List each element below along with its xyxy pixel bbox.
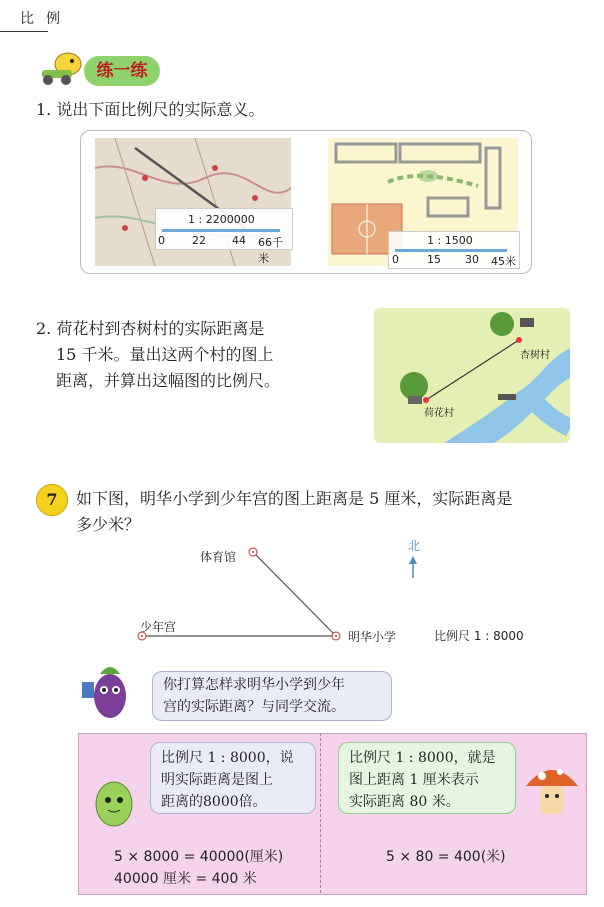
solutions-divider (320, 733, 322, 893)
prompt-bubble (152, 671, 392, 721)
right-bubble-line-2: 图上距离 1 厘米表示 (349, 772, 479, 788)
campus-plan-tick: 45米 (491, 255, 516, 268)
prompt-bubble-line-1: 你打算怎样求明华小学到少年 (163, 677, 345, 693)
village-label-hehua: 荷花村 (424, 408, 454, 419)
region-map-tick: 22 (192, 234, 206, 247)
question-2-line-3: 距离，并算出这幅图的比例尺。 (56, 371, 281, 390)
example-7-line-1: 如下图，明华小学到少年宫的图上距离是 5 厘米，实际距离是 (76, 489, 513, 508)
village-map (374, 308, 570, 443)
eggplant-mascot-icon (72, 654, 142, 724)
region-map-tick: 66千米 (258, 236, 283, 265)
left-bubble-line-1: 比例尺 1 : 8000，说 (161, 750, 294, 766)
region-map-tick: 44 (232, 234, 246, 247)
example-number-badge: 7 (36, 484, 68, 516)
right-solution-bubble (338, 742, 516, 814)
campus-plan-scale (388, 231, 520, 269)
bee-mascot-icon (36, 50, 88, 86)
right-bubble-line-3: 实际距离 80 米。 (349, 794, 460, 810)
left-bubble-line-3: 距离的8000倍。 (161, 794, 267, 810)
scale-label: 比例尺 1 : 8000 (434, 629, 524, 643)
campus-plan-scale-bar (395, 249, 507, 252)
region-map-scale-ratio: 1 : 2200000 (188, 213, 255, 226)
page-header (0, 0, 604, 32)
youth-palace-label: 少年宫 (140, 620, 177, 634)
region-map-scale (155, 208, 293, 265)
campus-plan-tick: 15 (427, 253, 441, 266)
right-bubble-line-1: 比例尺 1 : 8000，就是 (349, 750, 496, 766)
village-label-xingshu: 杏树村 (520, 350, 550, 361)
region-map-tick: 0 (158, 234, 165, 247)
vegetable-mascot-icon (84, 770, 144, 836)
example-7-line-2: 多少米？ (76, 515, 141, 534)
campus-plan-tick: 30 (465, 253, 479, 266)
chapter-title: 比例 (20, 11, 72, 27)
question-1-text: 1. 说出下面比例尺的实际意义。 (36, 100, 265, 119)
left-calc-line-1: 5 × 8000 = 40000(厘米) (114, 849, 284, 865)
village-map-drawing (374, 308, 570, 443)
right-calc-line-1: 5 × 80 = 400(米) (386, 849, 506, 865)
prompt-bubble-line-2: 宫的实际距离？与同学交流。 (163, 699, 345, 715)
north-label: 北 (408, 539, 421, 553)
region-map-scale-bar (162, 229, 280, 232)
header-underline (0, 31, 48, 32)
practice-badge: 练一练 (84, 56, 160, 86)
question-2-line-2: 15 千米。量出这两个村的图上 (56, 345, 274, 364)
campus-plan-tick: 0 (392, 253, 399, 266)
school-label: 明华小学 (348, 630, 397, 644)
left-calc-line-2: 40000 厘米 = 400 米 (114, 871, 257, 887)
mushroom-mascot-icon (522, 758, 582, 828)
left-bubble-line-2: 明实际距离是图上 (161, 772, 273, 788)
left-solution-bubble (150, 742, 316, 814)
campus-plan-scale-ratio: 1 : 1500 (427, 234, 473, 247)
question-2-line-1: 2. 荷花村到杏树村的实际距离是 (36, 319, 265, 338)
gym-label: 体育馆 (200, 550, 237, 564)
